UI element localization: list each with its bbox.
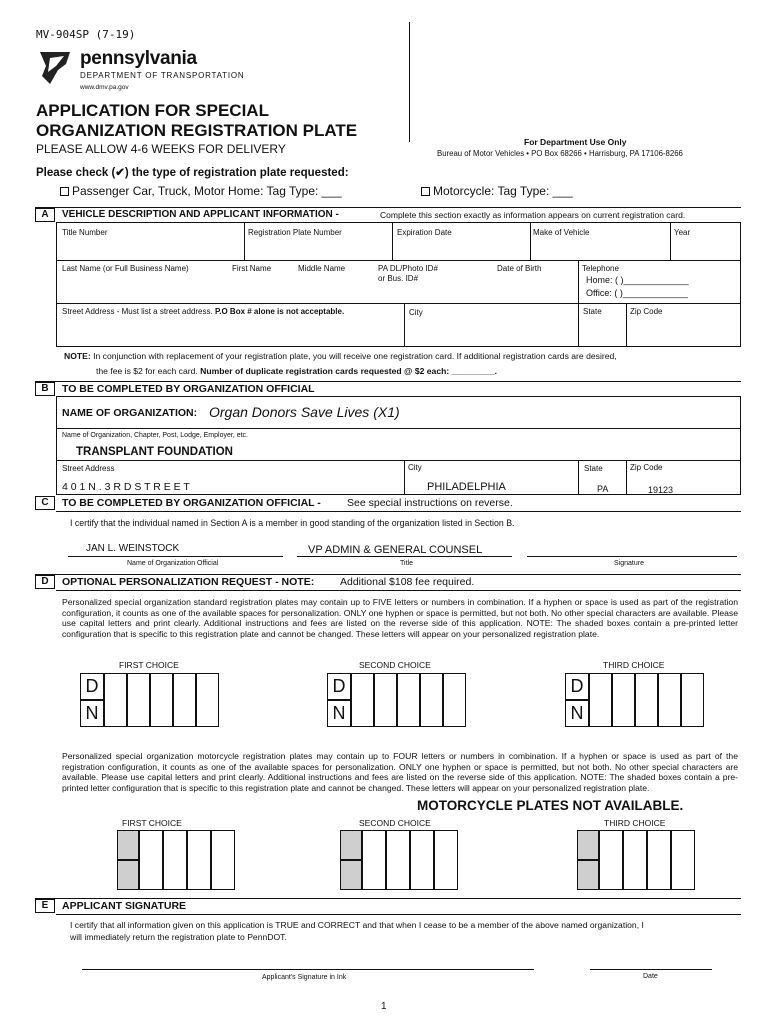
- moto-second-choice-label: SECOND CHOICE: [359, 818, 431, 828]
- section-e-letter: E: [35, 899, 55, 913]
- org-name-value[interactable]: Organ Donors Save Lives (X1): [209, 404, 400, 420]
- last-name-label: Last Name (or Full Business Name): [62, 264, 189, 273]
- home-phone-field[interactable]: Home: ( )_____________: [586, 275, 689, 285]
- motorcycle-checkbox[interactable]: [421, 187, 430, 196]
- street-address-label: Street Address - Must list a street address. P.O Box # alone is not acceptable.: [62, 307, 345, 316]
- official-title-label: Title: [400, 560, 413, 567]
- standard-third-choice-label: THIRD CHOICE: [603, 660, 665, 670]
- standard-choice-3-box[interactable]: [658, 673, 681, 727]
- preprint-cell-top[interactable]: [565, 673, 589, 700]
- preprint-cell-bottom[interactable]: [80, 700, 104, 727]
- agency-dept: DEPARTMENT OF TRANSPORTATION: [80, 71, 245, 80]
- standard-choice-3-box[interactable]: [635, 673, 658, 727]
- standard-choice-3-box[interactable]: [589, 673, 612, 727]
- section-a-letter: A: [35, 208, 55, 222]
- org-sub-label: Name of Organization, Chapter, Post, Lodge, Employer, etc.: [62, 432, 248, 439]
- org-state-value[interactable]: PA: [597, 484, 609, 494]
- official-signature-label: Signature: [614, 560, 644, 567]
- section-b-letter: B: [35, 382, 55, 396]
- org-name-label: NAME OF ORGANIZATION:: [62, 407, 198, 419]
- moto-preprint-cell-bottom: [340, 860, 362, 890]
- moto-preprint-cell-top: [340, 830, 362, 860]
- standard-second-choice-label: SECOND CHOICE: [359, 660, 431, 670]
- standard-choice-1-box[interactable]: [173, 673, 196, 727]
- moto-choice-3-box[interactable]: [671, 830, 695, 890]
- moto-choice-1-box[interactable]: [187, 830, 211, 890]
- section-a-title: VEHICLE DESCRIPTION AND APPLICANT INFORMATION -: [62, 209, 339, 220]
- title-line-2: ORGANIZATION REGISTRATION PLATE: [36, 121, 358, 140]
- dept-use-address: Bureau of Motor Vehicles • PO Box 68266 • Harrisburg, PA 17106-8266: [437, 149, 683, 158]
- moto-choice-3-box[interactable]: [623, 830, 647, 890]
- org-sub-value[interactable]: TRANSPLANT FOUNDATION: [76, 446, 233, 458]
- section-b-title: TO BE COMPLETED BY ORGANIZATION OFFICIAL: [62, 383, 315, 395]
- moto-choice-2-box[interactable]: [410, 830, 434, 890]
- date-label: Date: [643, 973, 658, 980]
- section-e-certify-1: I certify that all information given on this application is TRUE and CORRECT and that when I cease to be a member of the above named organization, I: [70, 920, 644, 930]
- year-label: Year: [674, 228, 691, 237]
- org-street-value[interactable]: 4 0 1 N . 3 R D S T R E E T: [62, 481, 190, 493]
- padl-label: PA DL/Photo ID#: [378, 264, 438, 273]
- standard-choice-3-box[interactable]: [612, 673, 635, 727]
- section-c-letter: C: [35, 496, 55, 510]
- motorcycle-not-available: MOTORCYCLE PLATES NOT AVAILABLE.: [417, 798, 684, 813]
- middle-name-label: Middle Name: [298, 264, 346, 273]
- dept-use-title: For Department Use Only: [524, 137, 627, 147]
- moto-choice-2-box[interactable]: [386, 830, 410, 890]
- org-city-value[interactable]: PHILADELPHIA: [427, 481, 506, 493]
- section-c-title: TO BE COMPLETED BY ORGANIZATION OFFICIAL -: [62, 497, 321, 509]
- state-label: State: [583, 307, 602, 316]
- plate-type-prompt: Please check (✔) the type of registration plate requested:: [36, 167, 349, 179]
- section-a-note: NOTE: In conjunction with replacement of your registration plate, you will receive one registration card. If additional registration cards are desired,: [64, 351, 617, 361]
- applicant-signature-label: Applicant's Signature in Ink: [262, 974, 347, 981]
- preprinted-letter: D: [570, 676, 584, 696]
- delivery-notice: PLEASE ALLOW 4-6 WEEKS FOR DELIVERY: [36, 142, 286, 156]
- org-street-label: Street Address: [62, 464, 115, 473]
- section-a-subtitle: Complete this section exactly as information appears on current registration card.: [380, 210, 686, 220]
- official-name-value[interactable]: JAN L. WEINSTOCK: [86, 543, 180, 554]
- org-zip-value[interactable]: 19123: [648, 485, 674, 495]
- preprint-cell-bottom[interactable]: [327, 700, 351, 727]
- preprinted-letter: N: [85, 703, 99, 723]
- section-e-title: APPLICANT SIGNATURE: [62, 900, 187, 912]
- org-state-label: State: [584, 464, 603, 473]
- standard-choice-1-box[interactable]: [196, 673, 219, 727]
- form-number: MV-904SP (7-19): [36, 28, 136, 41]
- standard-choice-2-box[interactable]: [443, 673, 466, 727]
- moto-third-choice-label: THIRD CHOICE: [604, 818, 666, 828]
- header-divider: [409, 22, 410, 142]
- preprinted-letter: N: [570, 703, 584, 723]
- official-title-value[interactable]: VP ADMIN & GENERAL COUNSEL: [308, 544, 483, 556]
- standard-choice-1-box[interactable]: [150, 673, 173, 727]
- office-phone-field[interactable]: Office: ( )_____________: [586, 288, 688, 298]
- date-line[interactable]: [590, 969, 712, 970]
- plate-number-label: Registration Plate Number: [248, 228, 342, 237]
- preprint-cell-top[interactable]: [80, 673, 104, 700]
- moto-choice-2-box[interactable]: [434, 830, 458, 890]
- busid-label: or Bus. ID#: [378, 274, 419, 283]
- standard-choice-3-box[interactable]: [681, 673, 704, 727]
- official-name-label: Name of Organization Official: [127, 560, 219, 567]
- telephone-label: Telephone: [582, 264, 619, 273]
- motorcycle-plate-instructions: Personalized special organization motorcycle registration plates may contain up to FOUR letters or numbers in combination. If a hyphen or space is used as part of the registration configuration, it counts as one of the available spaces for personalization. ONLY one hyphen or space is permitted, but not both. No other special characters are available. Please use capital letters and print clearly. Additional instructions and fees are listed on the reverse side of this application. NOTE: The shaded boxes contain a pre-printed letter configuration that is specific to this registration plate and cannot be changed. These letters will appear on your personalized registration plate.: [62, 751, 738, 793]
- section-e-certify-2: will immediately return the registration plate to PennDOT.: [70, 932, 287, 942]
- preprint-cell-top[interactable]: [327, 673, 351, 700]
- standard-choice-2-box[interactable]: [397, 673, 420, 727]
- moto-choice-2-box[interactable]: [362, 830, 386, 890]
- zip-label: Zip Code: [630, 307, 663, 316]
- standard-choice-2-box[interactable]: [420, 673, 443, 727]
- preprint-cell-bottom[interactable]: [565, 700, 589, 727]
- motorcycle-option-label: Motorcycle: Tag Type: ___: [433, 184, 573, 198]
- standard-first-choice-label: FIRST CHOICE: [119, 660, 179, 670]
- preprinted-letter: D: [85, 676, 99, 696]
- dob-label: Date of Birth: [497, 264, 542, 273]
- preprinted-letter: D: [332, 676, 346, 696]
- standard-choice-1-box[interactable]: [127, 673, 150, 727]
- standard-choice-2-box[interactable]: [374, 673, 397, 727]
- moto-preprint-cell-top: [117, 830, 139, 860]
- section-c-subtitle: See special instructions on reverse.: [347, 497, 513, 509]
- title-line-1: APPLICATION FOR SPECIAL: [36, 101, 269, 120]
- org-zip-label: Zip Code: [630, 463, 663, 472]
- section-a-note-2: the fee is $2 for each card. Number of duplicate registration cards requested @ $2 each: _________.: [96, 366, 498, 376]
- moto-choice-3-box[interactable]: [599, 830, 623, 890]
- page-number: 1: [381, 1001, 387, 1012]
- keystone-logo-icon: [36, 50, 74, 86]
- expiration-label: Expiration Date: [397, 228, 452, 237]
- standard-choice-2-box[interactable]: [351, 673, 374, 727]
- title-number-label: Title Number: [62, 228, 108, 237]
- moto-preprint-cell-top: [577, 830, 599, 860]
- section-d-title: OPTIONAL PERSONALIZATION REQUEST - NOTE:: [62, 576, 315, 588]
- agency-name: pennsylvania: [80, 48, 197, 69]
- standard-plate-instructions: Personalized special organization standard registration plates may contain up to FIVE letters or numbers in combination. If a hyphen or space is used as part of the registration configuration, it counts as one of the available spaces for personalization. ONLY one hyphen or space is permitted, but not both. No other special characters are available. Please use capital letters and print clearly. Additional instructions and fees are listed on the reverse side of this application. NOTE: The shaded boxes contain a pre-printed letter configuration that is specific to this registration plate and cannot be changed. These letters will appear on your personalized registration plate.: [62, 597, 738, 639]
- moto-first-choice-label: FIRST CHOICE: [122, 818, 182, 828]
- section-c-certify: I certify that the individual named in Section A is a member in good standing of the organization listed in Section B.: [70, 518, 515, 528]
- moto-choice-1-box[interactable]: [139, 830, 163, 890]
- section-d-subtitle: Additional $108 fee required.: [340, 576, 475, 588]
- passenger-option-label: Passenger Car, Truck, Motor Home: Tag Type: ___: [72, 184, 342, 198]
- moto-choice-3-box[interactable]: [647, 830, 671, 890]
- section-d-letter: D: [35, 575, 55, 589]
- org-city-label: City: [408, 463, 422, 472]
- website: www.dmv.pa.gov: [80, 84, 129, 91]
- city-label: City: [409, 308, 423, 317]
- preprinted-letter: N: [332, 703, 346, 723]
- standard-choice-1-box[interactable]: [104, 673, 127, 727]
- moto-choice-1-box[interactable]: [163, 830, 187, 890]
- moto-preprint-cell-bottom: [117, 860, 139, 890]
- official-signature-line[interactable]: [527, 556, 737, 557]
- moto-preprint-cell-bottom: [577, 860, 599, 890]
- passenger-checkbox[interactable]: [60, 187, 69, 196]
- make-label: Make of Vehicle: [533, 228, 590, 237]
- first-name-label: First Name: [232, 264, 272, 273]
- applicant-signature-line[interactable]: [82, 969, 534, 970]
- moto-choice-1-box[interactable]: [211, 830, 235, 890]
